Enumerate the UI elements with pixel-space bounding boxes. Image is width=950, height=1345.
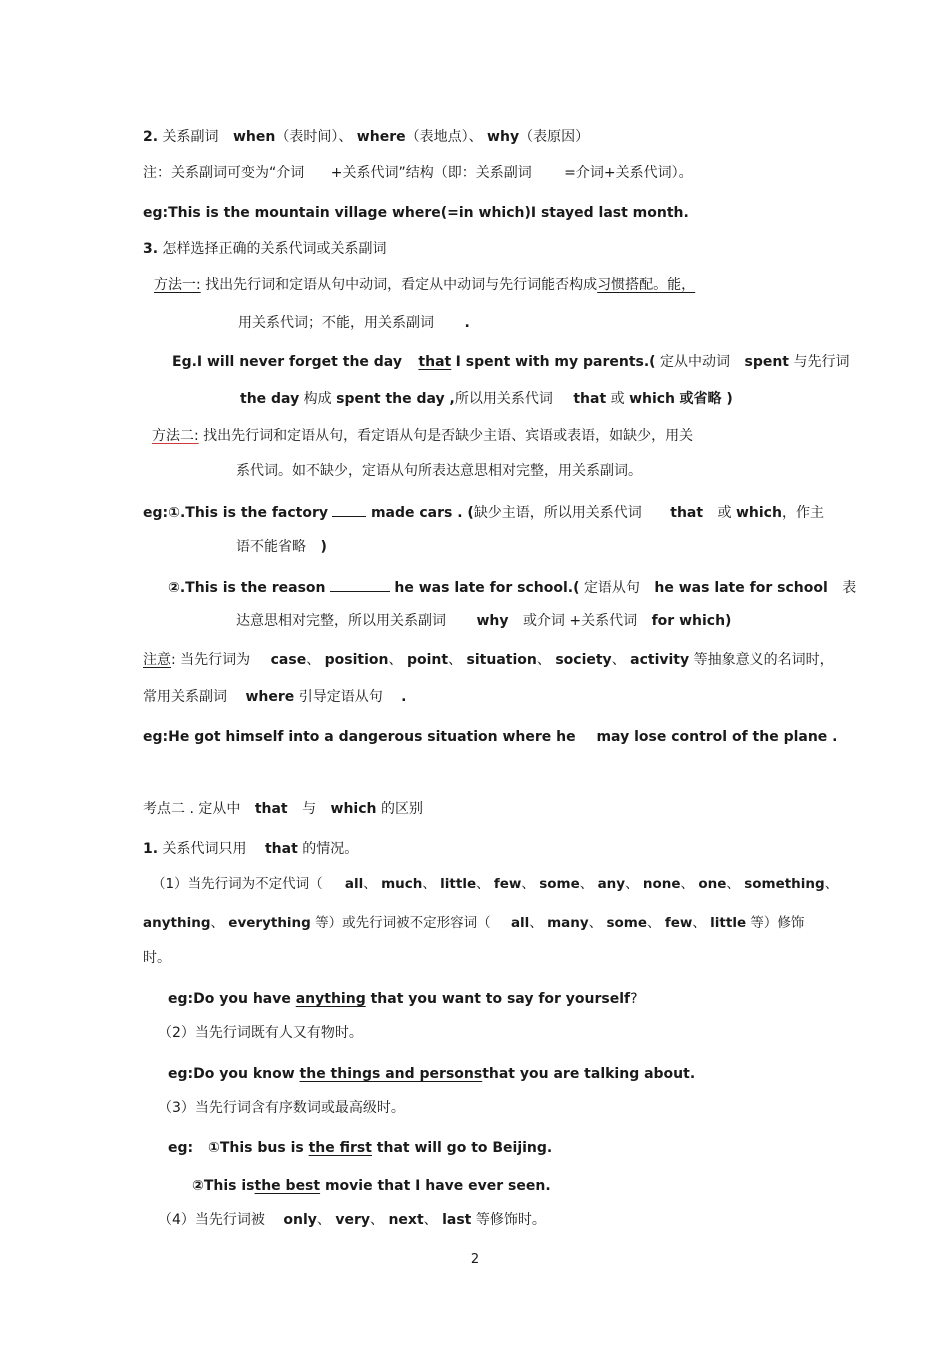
text: 与先行词: [793, 354, 850, 370]
text: 、: [647, 915, 661, 931]
text: the day: [240, 391, 300, 407]
text: 或省略 ): [679, 391, 733, 407]
keyword: little: [710, 915, 747, 931]
text: （4）: [158, 1212, 195, 1228]
keyword: case: [270, 652, 307, 668]
text: 、: [680, 876, 695, 892]
keyword: that: [573, 391, 607, 407]
keyword: very: [335, 1212, 370, 1228]
text: 、: [476, 876, 490, 892]
text: 的情况。: [302, 841, 359, 857]
text: may lose control of the plane .: [596, 729, 838, 745]
page-number: 2: [470, 1252, 480, 1267]
text: 等）或先行词被不定形容词（: [315, 915, 491, 931]
example-sentence: [168, 1139, 552, 1157]
section-heading: [143, 240, 387, 258]
text: 当先行词为不定代词（: [187, 876, 323, 892]
keyword: anything: [143, 915, 211, 931]
text: movie that I have ever seen.: [324, 1178, 551, 1194]
keyword: much: [381, 876, 423, 892]
text: 常用关系副词: [143, 689, 227, 705]
keyword: situation: [466, 652, 537, 668]
text: .: [464, 315, 470, 331]
subheading: [143, 840, 358, 858]
text: 关系副词: [162, 129, 219, 145]
attention-label: 注意: [143, 652, 171, 668]
text: eg:Do you know: [168, 1066, 295, 1082]
text: 关系代词只用: [162, 841, 247, 857]
case-1-end: 时。: [143, 950, 171, 966]
text: 达意思相对完整，所以用关系副词: [236, 613, 446, 629]
text: 、: [370, 1212, 384, 1228]
case-1-cont: [143, 914, 804, 932]
text: 、: [726, 876, 740, 892]
method-label: 方法一:: [154, 277, 201, 293]
text: 、: [529, 915, 543, 931]
method-label: 方法二:: [152, 428, 199, 444]
text: eg:①.This is the factory: [143, 505, 329, 521]
text: 、: [388, 652, 403, 668]
keyword: one: [698, 876, 727, 892]
keyword: spent: [744, 354, 789, 370]
method-one-cont: [238, 314, 470, 332]
text: eg:: [168, 1140, 194, 1156]
keyword: society: [555, 652, 612, 668]
text: 缺少主语，所以用关系代词: [473, 505, 642, 521]
keyword: any: [597, 876, 626, 892]
text: 、: [611, 652, 626, 668]
keyword: where: [356, 129, 406, 145]
section-number: 2.: [143, 129, 159, 145]
underlined-text: 习惯搭配。能，: [597, 277, 696, 293]
text: .: [401, 689, 407, 705]
method-two-cont: 系代词。如不缺少，定语从句所表达意思相对完整，用关系副词。: [236, 463, 642, 479]
example-sentence: [143, 728, 838, 746]
keyword: which: [735, 505, 782, 521]
method-two: [152, 427, 693, 445]
underlined-text: the things and persons: [299, 1066, 483, 1082]
section-heading: [143, 800, 423, 818]
keyword: none: [642, 876, 681, 892]
text: 注：关系副词可变为“介词: [143, 165, 305, 181]
attention-note: [143, 651, 834, 669]
text: he was late for school: [654, 580, 828, 596]
text: 与: [302, 801, 317, 817]
keyword: everything: [228, 915, 311, 931]
example-line: [143, 503, 824, 522]
example-sentence: eg:This is the mountain village where(=in which)I stayed last month.: [143, 205, 689, 221]
text: （1）: [152, 876, 188, 892]
keyword: when: [232, 129, 276, 145]
text: 、: [316, 1212, 331, 1228]
example-sentence: [168, 990, 638, 1008]
text: ): [320, 539, 327, 555]
text: ②This is: [192, 1178, 255, 1194]
text: ②.This is the reason: [168, 580, 326, 596]
example-explanation: [240, 390, 733, 408]
attention-note-cont: [143, 688, 406, 706]
keyword: next: [388, 1212, 424, 1228]
text: I spent with my parents.(: [455, 354, 656, 370]
text: that you are talking about.: [482, 1066, 696, 1082]
text: 、: [824, 876, 839, 892]
keyword: why: [487, 129, 520, 145]
keyword: few: [664, 915, 693, 931]
text: 、: [210, 915, 224, 931]
blank: [332, 503, 366, 517]
keyword: something: [744, 876, 825, 892]
text: 定从中: [198, 801, 241, 817]
keyword: activity: [630, 652, 690, 668]
keyword: that: [264, 841, 298, 857]
text: 所以用关系代词: [454, 391, 553, 407]
underlined-text: the best: [254, 1178, 321, 1194]
text: 定语从句: [583, 580, 640, 596]
text: 怎样选择正确的关系代词或关系副词: [162, 241, 387, 257]
text: spent the day ,: [336, 391, 455, 407]
text: :: [171, 652, 176, 668]
text: eg:Do you have: [168, 991, 291, 1007]
example-line: [172, 353, 849, 371]
text: 语不能省略: [236, 539, 306, 555]
text: （表时间）、: [275, 129, 353, 145]
case-2: [158, 1024, 363, 1042]
text: （2）: [158, 1025, 195, 1041]
underlined-text: the first: [308, 1140, 372, 1156]
blank: [330, 578, 390, 592]
case-4: [158, 1211, 546, 1229]
keyword: position: [324, 652, 389, 668]
text: 、: [363, 876, 377, 892]
keyword: few: [493, 876, 522, 892]
text: 找出先行词和定语从句中动词，看定从中动词与先行词能否构成: [205, 277, 598, 293]
keyword: last: [442, 1212, 472, 1228]
text: made cars . (: [370, 505, 474, 521]
keyword: some: [606, 915, 648, 931]
text: 等修饰时。: [475, 1212, 546, 1228]
keyword: point: [406, 652, 449, 668]
text: that you want to say for yourself: [370, 991, 631, 1007]
text: Eg.I will never forget the day: [172, 354, 402, 370]
keyword: which: [330, 801, 377, 817]
section-number: 3.: [143, 241, 159, 257]
text: 或: [610, 391, 625, 407]
text: 、: [448, 652, 463, 668]
text: ①This bus is: [208, 1140, 304, 1156]
keyword: many: [547, 915, 589, 931]
text: that will go to Beijing.: [376, 1140, 553, 1156]
keyword: some: [539, 876, 580, 892]
keyword: little: [440, 876, 477, 892]
text: he was late for school.(: [394, 580, 580, 596]
text: 、: [536, 652, 551, 668]
case-3: [158, 1099, 405, 1117]
text: 引导定语从句: [298, 689, 383, 705]
text: （表地点）、: [405, 129, 483, 145]
keyword: where: [245, 689, 295, 705]
text: eg:He got himself into a dangerous situation where he: [143, 729, 576, 745]
text: 当先行词被: [194, 1212, 265, 1228]
text: 、: [625, 876, 639, 892]
underlined-text: anything: [295, 991, 366, 1007]
text: 等抽象意义的名词时，: [693, 652, 834, 668]
example-sentence: [168, 1065, 695, 1083]
text: +关系代词”结构（即：关系副词: [330, 165, 532, 181]
text: 考点二 .: [143, 801, 194, 817]
text: 、: [692, 915, 706, 931]
text: 、: [588, 915, 603, 931]
text: 或: [717, 505, 732, 521]
text: =介词+关系代词）。: [564, 165, 693, 181]
text: for which): [651, 613, 732, 629]
text: 当先行词含有序数词或最高级时。: [194, 1100, 405, 1116]
keyword: all: [510, 915, 530, 931]
text: ?: [630, 991, 638, 1007]
text: 表: [842, 580, 857, 596]
keyword: that: [254, 801, 288, 817]
text: 、: [306, 652, 321, 668]
text: 、: [422, 876, 436, 892]
text: 当先行词既有人又有物时。: [194, 1025, 363, 1041]
text: 当先行词为: [180, 652, 251, 668]
text: 的区别: [380, 801, 423, 817]
text: 等）修饰: [750, 915, 805, 931]
keyword: which: [629, 391, 676, 407]
example-line-cont: [236, 612, 731, 630]
keyword: that: [670, 505, 704, 521]
text: 用关系代词；不能，用关系副词: [238, 315, 434, 331]
example-line: [168, 578, 856, 597]
text: ，作主: [781, 505, 824, 521]
text: （表原因）: [519, 129, 590, 145]
section-number: 1.: [143, 841, 159, 857]
text: 或介词 +关系代词: [522, 613, 638, 629]
keyword: only: [283, 1212, 317, 1228]
case-1: [152, 875, 838, 893]
method-one: [154, 276, 731, 294]
note-line: [143, 164, 693, 182]
relative-adverbs-heading: [143, 128, 589, 146]
keyword: why: [476, 613, 509, 629]
text: 构成: [303, 391, 332, 407]
text: 定从中动词: [660, 354, 731, 370]
text: 、: [423, 1212, 438, 1228]
text: 找出先行词和定语从句，看定语从句是否缺少主语、宾语或表语，如缺少，用关: [203, 428, 694, 444]
example-line-cont: [236, 538, 327, 556]
keyword: all: [344, 876, 364, 892]
text: 、: [521, 876, 535, 892]
example-sentence: [192, 1177, 551, 1195]
underlined-text: that: [418, 354, 452, 370]
text: （3）: [158, 1100, 195, 1116]
text: 、: [579, 876, 594, 892]
